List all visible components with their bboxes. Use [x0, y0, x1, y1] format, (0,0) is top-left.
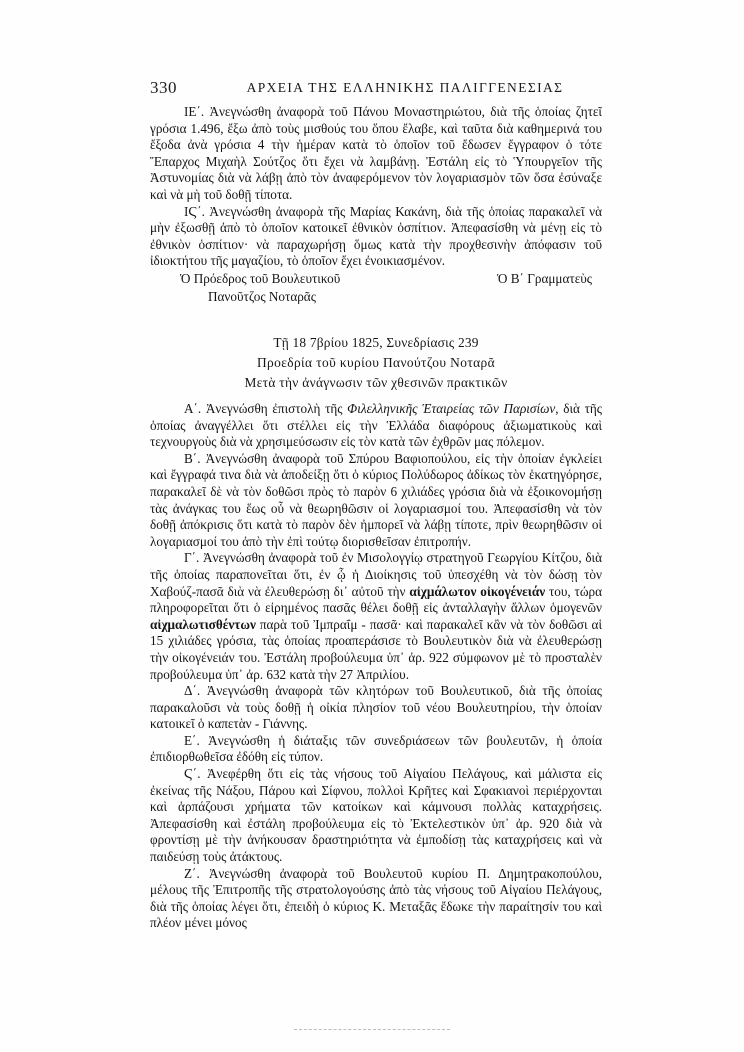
- minute-paragraph: [150, 550, 602, 683]
- page-number: 330: [150, 78, 177, 97]
- item-16-paragraph: ΙϚ΄. Ἀνεγνώσθη ἀναφορὰ τῆς Μαρίας Κακάνη, διὰ τῆς ὁποίας παρακαλεῖ νὰ μὴν ἐξωσθῇ ἀπὸ τὸ ὁποῖον κατοικεῖ ἐθνικὸν ὁσπίτιον. Ἀπεφασίσθη νὰ μένῃ εἰς τὸ ἐθνικὸν ὁσπίτιον· νὰ παραχωρήσῃ ὅμως κατὰ τὴν προχθεσινὴν ἀπόφασιν τοῦ ἰδιοκτήτου τῆς μαγαζίου, τὸ ὁποῖον ἔχει ἐνοικιασμένον.: [150, 203, 602, 269]
- running-head: [150, 78, 600, 98]
- president-name: Πανοῦτζος Νοταρᾶς: [208, 288, 316, 304]
- minute-text: Γ΄. Ἀνεγνώσθη ἀναφορὰ τοῦ ἐν Μισολογγίῳ στρατηγοῦ Γεωργίου Κίτζου, διὰ τῆς ὁποίας παραπονεῖται ὅτι, ἐν ᾧ ἡ Διοίκησις τοῦ ὑπεσχέθη νὰ τὸν δώσῃ τὸν Χαβούζ-πασᾶ διὰ νὰ ἐλευθερώσῃ δι᾿ αὐτοῦ τὴν: [150, 550, 602, 599]
- minute-text: , διὰ τῆς ὁποίας ἀναγγέλλει ὅτι στέλλει εἰς τὴν Ἑλλάδα διαφόρους ἀξιωματικοὺς καὶ τεχνουργοὺς διὰ νὰ χρησιμεύσωσιν εἰς τὸν κατὰ τῶν ἐχθρῶν μας πόλεμον.: [150, 401, 603, 450]
- minutes-body: [150, 401, 602, 932]
- minute-paragraph: [150, 866, 602, 932]
- minute-text: Β΄. Ἀνεγνώσθη ἀναφορὰ τοῦ Σπύρου Βαφιοπούλου, εἰς τὴν ὁποίαν ἐγκλείει καὶ ἔγγραφά τινα διὰ νὰ ἀποδείξῃ ὅτι ὁ κύριος Πολύδωρος ἀδίκως τὸν ἑκατηγόρησε, παρακαλεῖ δὲ νὰ τὸν δοθῶσι πρὸς τὸ παρὸν 6 χιλιάδες γρόσια διὰ νὰ ἐξοικονομήσῃ τὰς ἀνάγκας του ἕως οὗ νὰ θεωρηθῶσιν οἱ λογαριασμοί του. Ἀπεφασίσθη νὰ τὸν δοθῇ ἀπόκρισις ὅτι κατὰ τὸ παρὸν δὲν ἠμπορεῖ νὰ λάβῃ τίποτε, πρὶν θεωρηθῶσιν οἱ λογαριασμοί του ἀπὸ τὴν ἐπὶ τούτῳ διορισθεῖσαν ἐπιτροπήν.: [150, 450, 602, 549]
- continued-items-block: [150, 104, 602, 270]
- emphasis-bold: αἰχμαλωτισθέντων: [150, 616, 256, 632]
- minute-text: Ϛ΄. Ἀνεφέρθη ὅτι εἰς τὰς νήσους τοῦ Αἰγαίου Πελάγους, καὶ μάλιστα εἰς ἐκείνας τῆς Νάξου, Πάρου καὶ Σίφνου, πολλοὶ Κρῆτες καὶ Σφακιανοὶ περιέρχονται καὶ ἁρπάζουσι χρήματα τῶν κατοίκων καὶ κάμνουσι πολλὰς καταχρήσεις. Ἀπεφασίσθη καὶ ἐστάλη προβούλευμα εἰς τὸ Ἐκτελεστικὸν ὑπ᾿ ἀρ. 920 διὰ νὰ φροντίσῃ μὲ τὴν ἀνήκουσαν δραστηριότητα νὰ ἐμποδίσῃ τὰς καταχρήσεις καὶ νὰ παιδεύσῃ τοὺς ἀτάκτους.: [150, 766, 602, 865]
- minute-text: του, τώρα πληροφορεῖται ὅτι ὁ εἰρημένος πασᾶς θέλει δοθῇ εἰς ἀνταλλαγὴν ἄλλων ὁμογενῶν: [150, 583, 602, 616]
- session-presidency-line: Προεδρία τοῦ κυρίου Πανούτζου Νοταρᾶ: [256, 355, 496, 370]
- bottom-rule: [294, 1029, 450, 1031]
- minute-text: Ε΄. Ἀνεγνώσθη ἡ διάταξις τῶν συνεδριάσεων τῶν βουλευτῶν, ἡ ὁποία ἐπιδιορθωθεῖσα ἐδόθη εἰς τύπον.: [150, 732, 602, 765]
- session-date-line: Τῇ 18 7βρίου 1825, Συνεδρίασις 239: [273, 335, 479, 350]
- minute-paragraph: [150, 401, 602, 451]
- minute-text: Α΄. Ἀνεγνώσθη ἐπιστολὴ τῆς: [184, 401, 348, 416]
- minute-text: Ζ΄. Ἀνεγνώσθη ἀναφορὰ τοῦ Βουλευτοῦ κυρίου Π. Δημητρακοπούλου, μέλους τῆς Ἐπιτροπῆς τῆς στρατολογούσης ἀπὸ τὰς νήσους τοῦ Αἰγαίου Πελάγους, διὰ τῆς ὁποίας λέγει ὅτι, ἐπειδὴ ὁ κύριος Κ. Μεταξᾶς ἔδωκε τὴν παραίτησίν του καὶ πλέον μένει μόνος: [150, 865, 602, 931]
- secretary-title: Ὁ Β΄ Γραμματεὺς: [497, 271, 592, 286]
- item-15-paragraph: ΙΕ΄. Ἀνεγνώσθη ἀναφορὰ τοῦ Πάνου Μοναστηριώτου, διὰ τῆς ὁποίας ζητεῖ γρόσια 1.496, ἔξω ἀπὸ τοὺς μισθούς του ὅπου ἔλαβε, καὶ ταῦτα διὰ καθημερινά του ἔξοδα ἀνὰ γρόσια 4 τὴν ἡμέραν κατὰ τὸ ὁποῖον τοῦ ἔδωσεν ἔγγραφον ὁ τότε Ἔπαρχος Μιχαὴλ Σούτζος ὅτι ἔχει νὰ λαμβάνῃ. Ἐστάλη εἰς τὸ Ὑπουργεῖον τῆς Ἀστυνομίας διὰ νὰ λάβῃ ἀπὸ τὸν ἀναφερόμενον τὸν λογαριασμὸν τῶν ὅσα ἐσύναξε καὶ νὰ μὴ τοῦ δοθῇ τίποτα.: [150, 104, 602, 202]
- session-heading: [150, 333, 602, 393]
- signature-block: [150, 270, 602, 318]
- emphasis-bold: αἰχμάλωτον οἰκογένειάν: [409, 583, 546, 599]
- minute-text: Δ΄. Ἀνεγνώσθη ἀναφορὰ τῶν κλητόρων τοῦ Βουλευτικοῦ, διὰ τῆς ὁποίας παρακαλοῦσι νὰ τοὺς δοθῇ ἡ οἰκία πλησίον τοῦ νέου Βουλευτηρίου, τὴν ὁποίαν κατοικεῖ ὁ καπετὰν - Γιάννης.: [150, 683, 602, 732]
- minute-paragraph: [150, 766, 602, 866]
- president-signature: [180, 270, 340, 305]
- minute-text: παρὰ τοῦ Ἰμπραΐμ - πασᾶ· καὶ παρακαλεῖ κἂν νὰ τὸν δοθῶσι αἱ 15 χιλιάδες γρόσια, τὰς ὁποίας προαπεράσισε τὸ Βουλευτικὸν διὰ νὰ ἐλευθερώσῃ τὴν οἰκογένειάν του. Ἐστάλη προβούλευμα ὑπ᾿ ἀρ. 922 σύμφωνον μὲ τὸ προσταλὲν προβούλευμα ὑπ᾿ ἀρ. 632 κατὰ τὴν 27 Ἀπριλίου.: [150, 616, 602, 682]
- president-title: Ὁ Πρόεδρος τοῦ Βουλευτικοῦ: [180, 271, 341, 286]
- running-title: ΑΡΧΕΙΑ ΤΗΣ ΕΛΛΗΝΙΚΗΣ ΠΑΛΙΓΓΕΝΕΣΙΑΣ: [246, 80, 564, 95]
- minute-paragraph: [150, 683, 602, 733]
- minute-paragraph: [150, 451, 602, 551]
- emphasis-italic: Φιλελληνικῆς Ἑταιρείας τῶν Παρισίων: [347, 401, 556, 416]
- secretary-signature: [497, 270, 592, 288]
- minute-paragraph: [150, 733, 602, 766]
- session-note-line: Μετὰ τὴν ἀνάγνωσιν τῶν χθεσινῶν πρακτικῶν: [244, 375, 508, 390]
